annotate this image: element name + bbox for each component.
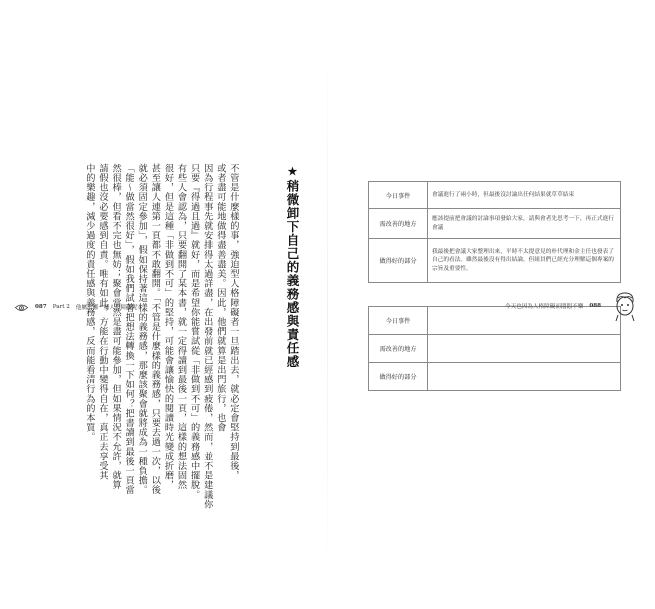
paragraph-line: 不管是什麼樣的事，強迫型人格障礙者一旦踏出去，就必定會堅持到最後， xyxy=(227,163,239,481)
eye-icon xyxy=(14,301,29,313)
row-label: 今日事件 xyxy=(369,182,428,209)
blank-journal-table xyxy=(368,306,621,391)
footer-left xyxy=(14,299,143,315)
table-row xyxy=(369,363,621,391)
write-in-field[interactable] xyxy=(428,335,621,363)
paragraph-line: 很好，但是這種「非做到不可」的堅持，可能會讓愉快的閱讀時光變成折磨， xyxy=(162,163,174,490)
page-number-right: 088 xyxy=(589,303,601,309)
row-value: 會議進行了兩小時，但最後沒討論出任何結果就草草結束 xyxy=(428,182,621,209)
chapter-title-left: 他屬於哪一種人格障礙呢？ xyxy=(75,305,143,311)
paragraph-line: 中的樂趣，減少過度的責任感與義務感，反而能看清行為的本質。 xyxy=(83,163,95,442)
part-label: Part 2 xyxy=(52,304,70,310)
row-label: 做得好的部分 xyxy=(369,239,428,283)
paragraph-line: 請假也沒必要感到自責。唯有如此，方能在行動中變得自在，真正去享受其 xyxy=(96,163,108,481)
paragraph-line: 只要『得過且過』就好，而是希望你能嘗試從「非做到不可」的義務感中擺脫。 xyxy=(188,163,200,500)
table-row xyxy=(369,209,621,239)
example-journal-table xyxy=(368,181,621,283)
section-heading xyxy=(268,142,316,368)
row-value: 我最後把會議大家整理出來，平時不太提意見的朴代理和金主任也發表了自己的看法。雖然最後沒有得出結論，但組員們已經充分理解這個專案的宗旨及重要性。 xyxy=(428,239,621,283)
write-in-field[interactable] xyxy=(428,363,621,391)
paragraph-line: 甚至讓人連第一頁都不敢翻開。「不管是什麼樣的義務感，只要去過一次，以後 xyxy=(149,163,161,495)
row-label: 需改善的地方 xyxy=(369,335,428,363)
page-gutter xyxy=(327,40,328,580)
table-row xyxy=(369,182,621,209)
star-icon: ★ xyxy=(285,163,300,180)
row-label: 需改善的地方 xyxy=(369,209,428,239)
row-label: 今日事件 xyxy=(369,307,428,335)
table-row xyxy=(369,239,621,283)
page-number-left: 087 xyxy=(35,304,47,310)
body-text xyxy=(70,150,253,509)
table-row xyxy=(369,307,621,335)
paragraph-line: 「能～做當然很好」，假如我們試著把想法轉換一下如何？把書讀到最後一頁當 xyxy=(123,163,135,495)
paragraph-line: 有些人會認為，只要翻開了某本書，就一定得讀到最後一頁，這樣的想法固然 xyxy=(175,163,187,490)
row-value: 應該提前把會議的討論事項發給大家，請與會者先思考一下，再正式進行會議 xyxy=(428,209,621,239)
paragraph-line: 就必須固定參加」，假如保持著這樣的義務感，那麼該聚會就將成為一種負擔。 xyxy=(136,163,148,495)
paragraph-line: 因為行程事先就安排得太過詳盡，在出發前就已經感到疲倦，然而，並不是建議你 xyxy=(201,163,213,509)
table-row xyxy=(369,335,621,363)
write-in-field[interactable] xyxy=(428,307,621,335)
chapter-title-right: 今天也因為人格障礙而悶悶不樂 xyxy=(504,304,584,310)
footer-right xyxy=(505,302,601,310)
face-illustration-icon xyxy=(612,290,638,322)
row-label: 做得好的部分 xyxy=(369,363,428,391)
heading-text: 稍微卸下自己的義務感與責任感 xyxy=(285,179,300,369)
paragraph-line: 然很棒，但看不完也無妨；聚會當然是盡可能參加，但如果情況不允許，就算 xyxy=(110,163,122,490)
paragraph-line: 或者盡可能地做得盡善盡美。因此，他們就算是出門旅行，也會 xyxy=(214,163,226,433)
